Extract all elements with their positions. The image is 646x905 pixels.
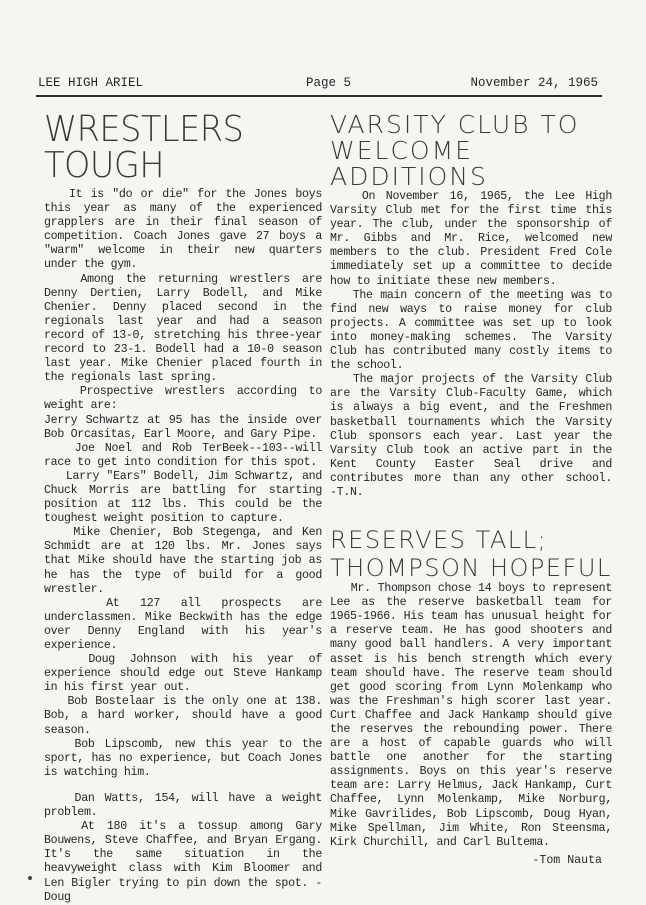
wrestlers-paragraph: Joe Noel and Rob TerBeek--103--will race to get into condition for this spot. xyxy=(44,441,329,469)
varsity-paragraph: On November 16, 1965, the Lee High Varsity Club met for the first time this year. The club, under the sponsorship of Mr. Gibbs and Mr. Rice, welcomed new members to the club. President Fred Cole immediately set up a committee to decide how to initiate these new members. xyxy=(330,190,619,288)
wrestlers-paragraph: Prospective wrestlers according to weight are: xyxy=(44,385,329,413)
issue-date: November 24, 1965 xyxy=(470,76,598,90)
wrestlers-paragraph: At 127 all prospects are underclassmen. Mike Beckwith has the edge over Denny England with his year's experience. xyxy=(44,596,329,652)
reserves-article xyxy=(330,526,619,868)
reserves-headline-line2: THOMPSON HOPEFUL xyxy=(330,554,612,583)
paper-name: LEE HIGH ARIEL xyxy=(38,76,144,90)
reserves-headline xyxy=(330,526,612,582)
wrestlers-paragraph: Bob Bostelaar is the only one at 138. Bob, a hard worker, should have a good season. xyxy=(44,695,329,737)
wrestlers-paragraph: Doug Johnson with his year of experience should edge out Steve Hankamp in his first year out. xyxy=(44,653,329,695)
wrestlers-paragraph: Bob Lipscomb, new this year to the sport, has no experience, but Coach Jones is watching him. xyxy=(44,737,329,779)
wrestlers-paragraph: Among the returning wrestlers are Denny Dertien, Larry Bodell, and Mike Chenier. Denny placed second in the regionals last year and had a season record of 13-0, stretching his three-year record to 23-1. Bodell had a 10-0 season last year. Mike Chenier placed fourth in the regionals last spring. xyxy=(44,272,329,385)
wrestlers-paragraph: Mike Chenier, Bob Stegenga, and Ken Schmidt are at 120 lbs. Mr. Jones says that Mike should have the starting job as he has the type of build for a good wrestler. xyxy=(44,526,329,596)
varsity-paragraph: The major projects of the Varsity Club are the Varsity Club-Faculty Game, which is always a big event, and the Freshmen basketball tournaments which the Varsity Club sponsors each year. Last year the Varsity Club took an active part in the Kent County Easter Seal drive and contributes more than any other school. -T.N. xyxy=(330,373,632,499)
wrestlers-headline: WRESTLERS TOUGH xyxy=(44,109,244,186)
wrestlers-paragraph: Dan Watts, 154, will have a weight problem. xyxy=(44,791,329,820)
right-column xyxy=(330,100,632,868)
wrestlers-paragraph: Larry "Ears" Bodell, Jim Schwartz, and Chuck Morris are battling for starting position at 112 lbs. This could be the toughest weight position to capture. xyxy=(44,469,329,526)
wrestlers-paragraph: It is "do or die" for the Jones boys this year as many of the experienced grapplers are in their final season of competition. Coach Jones gave 27 boys a "warm" welcome in their new quarters under the gym. xyxy=(44,188,329,272)
varsity-headline-line1: VARSITY CLUB TO xyxy=(330,110,580,139)
reserves-signature: -Tom Nauta xyxy=(532,853,602,867)
varsity-headline-line2: WELCOME ADDITIONS xyxy=(330,136,488,191)
page-header xyxy=(38,76,598,96)
varsity-paragraph: The main concern of the meeting was to find new ways to raise money for club projects. A committee was set up to look into money-making schemes. The Varsity Club has contributed many costly items to the school. xyxy=(330,288,619,373)
varsity-headline xyxy=(330,112,612,190)
paragraph-gap xyxy=(44,780,322,792)
varsity-article xyxy=(330,110,632,500)
reserves-paragraph: Mr. Thompson chose 14 boys to represent Lee as the reserve basketball team for 1965-1966. His team has unusual height for a reserve team. He has good shooters and many good ball handlers. A very important asset is his bench strength which every team should have. The reserve team should get good scoring from Lynn Molenkamp who was the Freshman's high scorer last year. Curt Chaffee and Jack Hankamp should give the reserves the rebounding power. There are a host of capable guards who will battle one another for the starting assignments. Boys on this year's reserve team are: Larry Helmus, Jack Hankamp, Curt Chaffee, Lynn Molenkamp, Mike Norburg, Mike Gavrilides, Bob Lipscomb, Doug Hyan, Mike Spellman, Jim White, Ron Steensma, Kirk Churchill, and Carl Bultema. xyxy=(330,582,619,849)
wrestlers-article xyxy=(44,100,329,905)
page-number: Page 5 xyxy=(306,76,352,90)
page-speck xyxy=(28,876,32,880)
header-rule xyxy=(36,95,602,97)
reserves-headline-line1: RESERVES TALL; xyxy=(330,526,548,555)
wrestlers-paragraph: Jerry Schwartz at 95 has the inside over Bob Orcasitas, Earl Moore, and Gary Pipe. xyxy=(44,413,329,441)
wrestlers-paragraph: At 180 it's a tossup among Gary Bouwens, Steve Chaffee, and Bryan Ergang. It's the same situation in the heavyweight class with Kim Bloomer and Len Bigler trying to pin down the spot. -Doug xyxy=(44,820,329,904)
